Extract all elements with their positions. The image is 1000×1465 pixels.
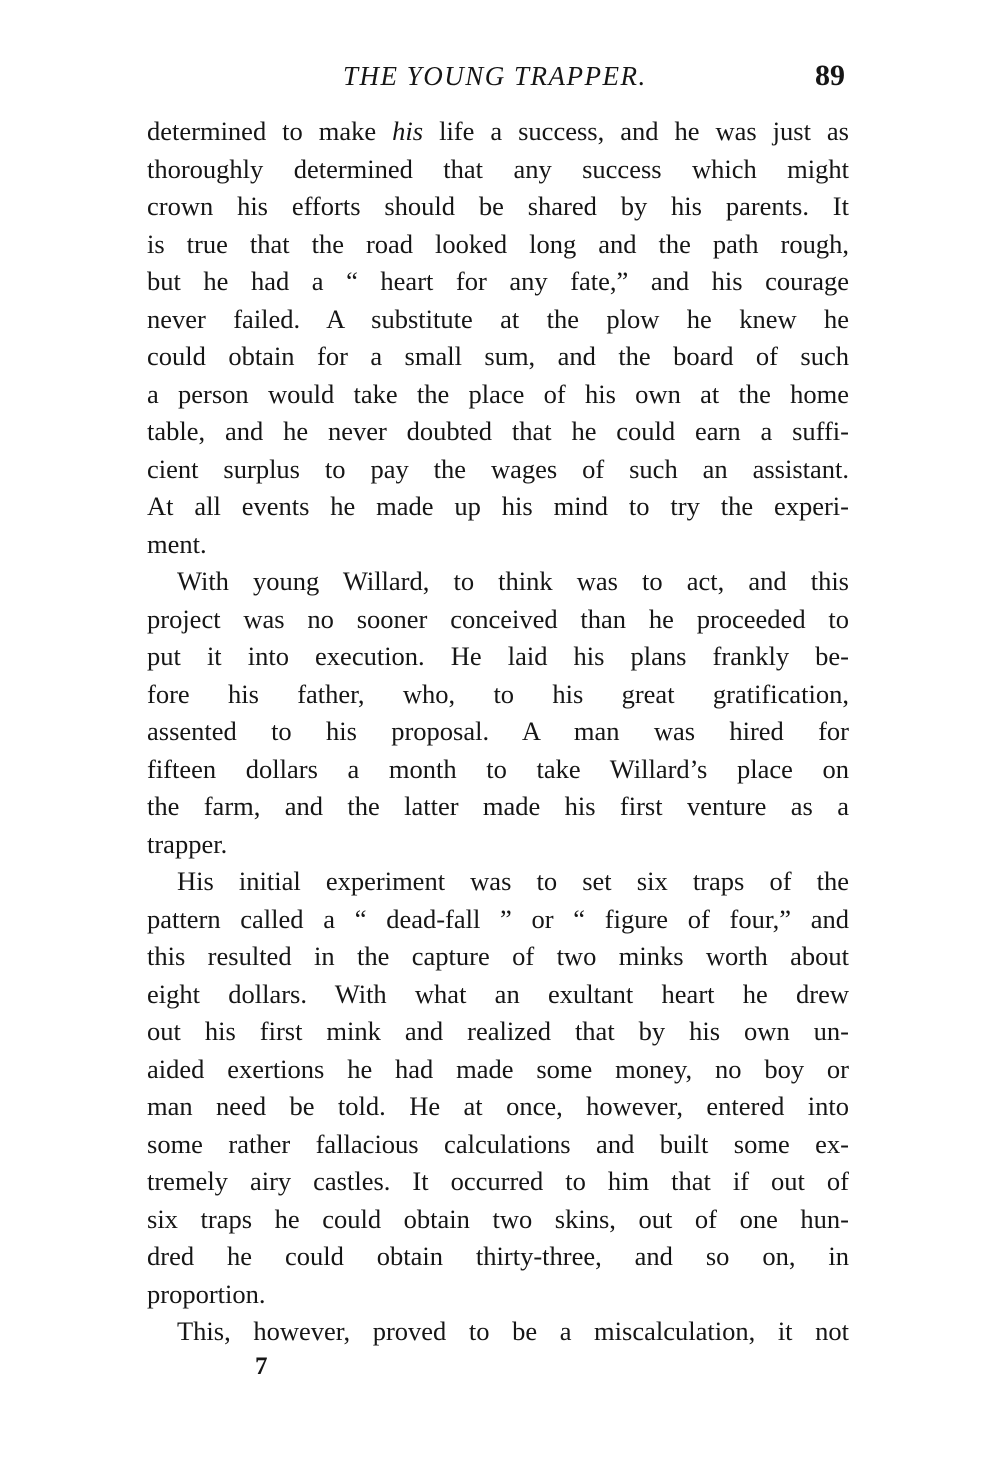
text-line: some rather fallacious calculations and built some ex- — [147, 1128, 849, 1159]
text-line: is true that the road looked long and the path rough, — [147, 228, 849, 259]
emphasis-text: his — [392, 116, 424, 146]
text-line: fore his father, who, to his great gratification, — [147, 678, 849, 709]
text-line: project was no sooner conceived than he proceeded to — [147, 603, 849, 634]
text-line: assented to his proposal. A man was hired for — [147, 716, 849, 746]
signature-mark: 7 — [255, 1353, 268, 1380]
text-line: With young Willard, to think was to act, and this — [177, 566, 849, 596]
text-line: cient surplus to pay the wages of such an assistant. — [147, 453, 849, 484]
running-head — [0, 58, 1000, 94]
text-line: dred he could obtain thirty-three, and so on, in — [147, 1241, 849, 1271]
text-line: pattern called a “ dead-fall ” or “ figure of four,” and — [147, 903, 849, 934]
text-line: proportion. — [147, 1278, 266, 1309]
text-line: the farm, and the latter made his first venture as a — [147, 791, 849, 821]
text-line: a person would take the place of his own at the home — [147, 378, 849, 409]
text-line: six traps he could obtain two skins, out of one hun- — [147, 1203, 849, 1234]
text-line: ment. — [147, 528, 207, 559]
text-line: trapper. — [147, 828, 228, 859]
text-line: could obtain for a small sum, and the board of such — [147, 341, 849, 371]
text-line: this resulted in the capture of two minks worth about — [147, 941, 849, 971]
text-line: table, and he never doubted that he could earn a suffi- — [147, 416, 849, 446]
text-line: This, however, proved to be a miscalculation, it not — [177, 1316, 849, 1346]
text-line: At all events he made up his mind to try the experi- — [147, 491, 849, 521]
text-line: put it into execution. He laid his plans frankly be- — [147, 641, 849, 671]
text-line: aided exertions he had made some money, no boy or — [147, 1053, 849, 1084]
page-number: 89 — [815, 59, 845, 92]
running-title: THE YOUNG TRAPPER. — [343, 61, 647, 91]
text-line: out his first mink and realized that by his own un- — [147, 1016, 849, 1046]
text-line: determined to make his life a success, and he was just as — [147, 116, 849, 146]
text-line: tremely airy castles. It occurred to him that if out of — [147, 1166, 849, 1196]
text-line: crown his efforts should be shared by his parents. It — [147, 191, 849, 221]
text-line: man need be told. He at once, however, entered into — [147, 1091, 849, 1121]
text-line: but he had a “ heart for any fate,” and his courage — [147, 266, 849, 296]
text-line: thoroughly determined that any success which might — [147, 153, 849, 184]
text-line: His initial experiment was to set six traps of the — [177, 866, 849, 896]
body-text — [147, 113, 849, 1351]
text-line: eight dollars. With what an exultant heart he drew — [147, 978, 849, 1009]
text-line: fifteen dollars a month to take Willard’s place on — [147, 753, 849, 784]
text-line: never failed. A substitute at the plow he knew he — [147, 303, 849, 334]
